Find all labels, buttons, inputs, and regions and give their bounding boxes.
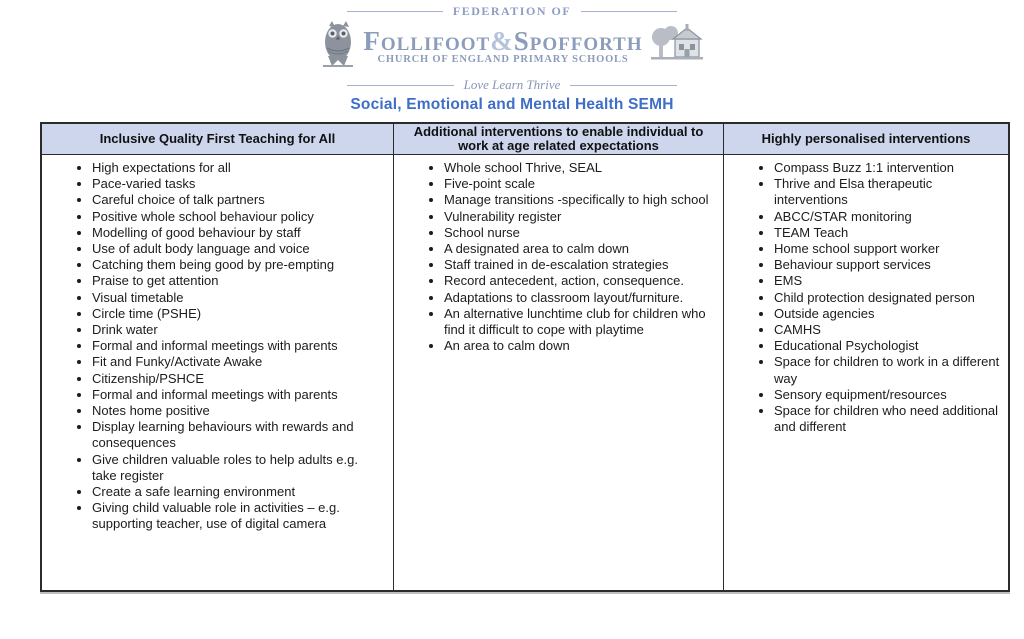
list-item: • Sensory equipment/resources (774, 387, 1002, 403)
list-item: • Modelling of good behaviour by staff (92, 225, 387, 241)
list-item: • Formal and informal meetings with parents (92, 338, 387, 354)
list-item: • Circle time (PSHE) (92, 306, 387, 322)
list-item: • Display learning behaviours with rewards and consequences (92, 419, 387, 451)
list-item: • An alternative lunchtime club for children who find it difficult to cope with playtime (444, 306, 717, 338)
list-item: • EMS (774, 273, 1002, 289)
left-rule (347, 85, 454, 86)
bullet-list-personalised-interventions (724, 160, 1002, 435)
right-rule (570, 85, 677, 86)
list-item: • Five-point scale (444, 176, 717, 192)
school-name-ampersand: & (490, 26, 514, 56)
page-title: Social, Emotional and Mental Health SEMH (350, 96, 674, 113)
column-cell-personalised-interventions (723, 155, 1008, 590)
list-item: • Create a safe learning environment (92, 484, 387, 500)
left-rule (347, 11, 443, 12)
list-item: • TEAM Teach (774, 225, 1002, 241)
church-logo-icon (649, 23, 705, 70)
school-name (363, 28, 642, 54)
motto-row (347, 77, 677, 93)
list-item: • Vulnerability register (444, 209, 717, 225)
bullet-list-quality-first-teaching (42, 160, 387, 533)
list-item: • Thrive and Elsa therapeutic interventions (774, 176, 1002, 208)
column-header-personalised-interventions: Highly personalised interventions (723, 124, 1008, 155)
list-item: • Space for children to work in a different way (774, 354, 1002, 386)
list-item: • Catching them being good by pre-empting (92, 257, 387, 273)
list-item: • Space for children who need additional and different (774, 403, 1002, 435)
right-rule (581, 11, 677, 12)
column-header-additional-interventions: Additional interventions to enable individual to work at age related expectations (393, 124, 723, 155)
column-cell-additional-interventions (393, 155, 723, 590)
list-item: • Giving child valuable role in activities – e.g. supporting teacher, use of digital camera (92, 500, 387, 532)
list-item: • Use of adult body language and voice (92, 241, 387, 257)
list-item: • Home school support worker (774, 241, 1002, 257)
list-item: • Notes home positive (92, 403, 387, 419)
list-item: • Positive whole school behaviour policy (92, 209, 387, 225)
federation-header (0, 4, 1024, 114)
logo-row (319, 20, 704, 73)
list-item: • An area to calm down (444, 338, 717, 354)
list-item: • Outside agencies (774, 306, 1002, 322)
list-item: • Behaviour support services (774, 257, 1002, 273)
list-item: • Whole school Thrive, SEAL (444, 160, 717, 176)
list-item: • Staff trained in de-escalation strategies (444, 257, 717, 273)
list-item: • Adaptations to classroom layout/furniture. (444, 290, 717, 306)
list-item: • Citizenship/PSHCE (92, 371, 387, 387)
list-item: • Praise to get attention (92, 273, 387, 289)
list-item: • Record antecedent, action, consequence. (444, 273, 717, 289)
list-item: • Manage transitions -specifically to high school (444, 192, 717, 208)
list-item: • Educational Psychologist (774, 338, 1002, 354)
list-item: • ABCC/STAR monitoring (774, 209, 1002, 225)
list-item: • Careful choice of talk partners (92, 192, 387, 208)
list-item: • CAMHS (774, 322, 1002, 338)
list-item: • A designated area to calm down (444, 241, 717, 257)
federation-of-label: FEDERATION OF (452, 4, 572, 18)
list-item: • High expectations for all (92, 160, 387, 176)
bullet-list-additional-interventions (394, 160, 717, 354)
list-item: • Pace-varied tasks (92, 176, 387, 192)
owl-logo-icon (319, 20, 357, 73)
list-item: • Compass Buzz 1:1 intervention (774, 160, 1002, 176)
school-name-spofforth: Spofforth (513, 26, 643, 56)
list-item: • School nurse (444, 225, 717, 241)
list-item: • Child protection designated person (774, 290, 1002, 306)
list-item: • Drink water (92, 322, 387, 338)
federation-of-row (347, 4, 677, 19)
list-item: • Give children valuable roles to help adults e.g. take register (92, 452, 387, 484)
provision-table (40, 122, 1010, 592)
list-item: • Visual timetable (92, 290, 387, 306)
column-header-quality-first-teaching: Inclusive Quality First Teaching for All (42, 124, 393, 155)
list-item: • Formal and informal meetings with parents (92, 387, 387, 403)
motto-text: Love Learn Thrive (463, 77, 561, 92)
logo-text-block (363, 28, 642, 65)
school-name-follifoot: Follifoot (363, 26, 491, 56)
list-item: • Fit and Funky/Activate Awake (92, 354, 387, 370)
column-cell-quality-first-teaching (42, 155, 393, 590)
school-subtitle: CHURCH OF ENGLAND PRIMARY SCHOOLS (377, 54, 629, 65)
